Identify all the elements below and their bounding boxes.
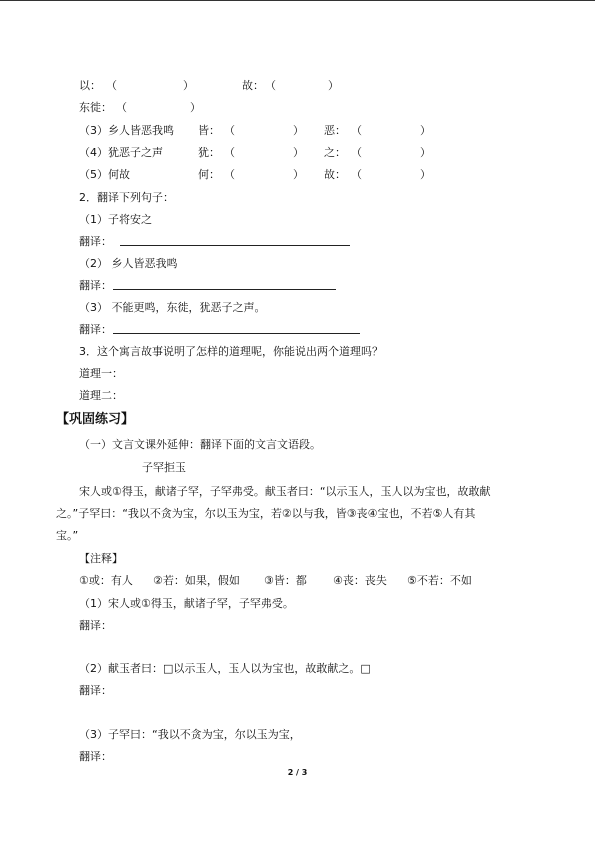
q2-title: 2．翻译下列句子： [79, 191, 174, 204]
exercise-intro: （一）文言文课外延伸：翻译下面的文言文语段。 [79, 438, 321, 451]
vocab-row3-b-close: ） [420, 124, 431, 137]
vocab-row3-a-close: ） [293, 124, 304, 137]
vocab-row5-a-open: （ [224, 168, 235, 181]
q2-sentence-1: （1）子将安之 [79, 213, 152, 226]
q2-answer-line-3[interactable] [113, 324, 360, 334]
note-2: ②若：如果，假如 [153, 574, 240, 587]
vocab-row1-b-close: ） [328, 79, 339, 92]
note-1: ①或：有人 [79, 574, 133, 587]
translate-item-2: （2）献玉者曰：□以示玉人，玉人以为宝也，故敢献之。□ [79, 662, 371, 675]
q3-reason-1: 道理一： [79, 367, 123, 380]
vocab-row4-a-open: （ [224, 146, 235, 159]
vocab-row5-b-open: （ [351, 168, 362, 181]
story-title: 子罕拒玉 [142, 461, 186, 474]
q2-translate-label-1: 翻译： [79, 235, 112, 248]
story-paragraph-line-1: 宋人或①得玉，献诸子罕，子罕弗受。献玉者曰：“以示玉人，玉人以为宝也，故敢献 [79, 485, 491, 498]
vocab-row4-b-open: （ [351, 146, 362, 159]
vocab-row3-b-label: 恶： [324, 124, 346, 137]
story-paragraph-line-2: 之。”子罕曰：“我以不贪为宝，尔以玉为宝，若②以与我，皆③丧④宝也，不若⑤人有其 [56, 507, 476, 520]
vocab-row1-a-open: （ [106, 79, 117, 92]
vocab-row4-b-close: ） [420, 146, 431, 159]
vocab-row2-a-label: 东徙： [79, 101, 112, 114]
translate-item-3: （3）子罕曰：“我以不贪为宝，尔以玉为宝， [79, 728, 301, 741]
translate-label-1: 翻译： [79, 619, 112, 632]
translate-label-2: 翻译： [79, 684, 112, 697]
vocab-row5-b-close: ） [420, 168, 431, 181]
q2-translate-label-2: 翻译： [79, 279, 112, 292]
vocab-row5-a-label: 何： [198, 168, 220, 181]
vocab-row5-phrase: （5）何故 [79, 168, 130, 181]
note-4: ④丧：丧失 [333, 574, 387, 587]
q2-answer-line-1[interactable] [120, 236, 350, 246]
note-3: ③皆：都 [264, 574, 307, 587]
section-heading: 【巩固练习】 [56, 412, 135, 427]
story-paragraph-line-3: 宝。” [56, 529, 79, 542]
q3-reason-2: 道理二： [79, 389, 123, 402]
vocab-row2-a-close: ） [190, 101, 201, 114]
vocab-row5-a-close: ） [293, 168, 304, 181]
vocab-row1-b-label: 故： [242, 79, 264, 92]
vocab-row3-phrase: （3）乡人皆恶我鸣 [79, 124, 174, 137]
vocab-row1-a-close: ） [183, 79, 194, 92]
translate-item-1: （1）宋人或①得玉，献诸子罕，子罕弗受。 [79, 597, 294, 610]
vocab-row2-a-open: （ [116, 101, 127, 114]
vocab-row3-b-open: （ [351, 124, 362, 137]
page-number: 2 / 3 [287, 768, 308, 777]
q2-translate-label-3: 翻译： [79, 323, 112, 336]
vocab-row4-a-close: ） [293, 146, 304, 159]
vocab-row3-a-open: （ [224, 124, 235, 137]
translate-label-3: 翻译： [79, 750, 112, 763]
vocab-row1-b-open: （ [265, 79, 276, 92]
note-5: ⑤不若：不如 [407, 574, 472, 587]
vocab-row4-b-label: 之： [324, 146, 346, 159]
vocab-row4-a-label: 犹： [198, 146, 220, 159]
vocab-row5-b-label: 故： [324, 168, 346, 181]
vocab-row4-phrase: （4）犹恶子之声 [79, 146, 163, 159]
q2-sentence-3: （3） 不能更鸣，东徙，犹恶子之声。 [79, 301, 266, 314]
q2-sentence-2: （2） 乡人皆恶我鸣 [79, 257, 178, 270]
q3-title: 3．这个寓言故事说明了怎样的道理呢，你能说出两个道理吗？ [79, 345, 383, 358]
vocab-row1-a-label: 以： [79, 79, 101, 92]
notes-title: 【注释】 [79, 552, 123, 565]
q2-answer-line-2[interactable] [113, 280, 336, 290]
top-border-line [0, 0, 595, 1]
vocab-row3-a-label: 皆： [198, 124, 220, 137]
